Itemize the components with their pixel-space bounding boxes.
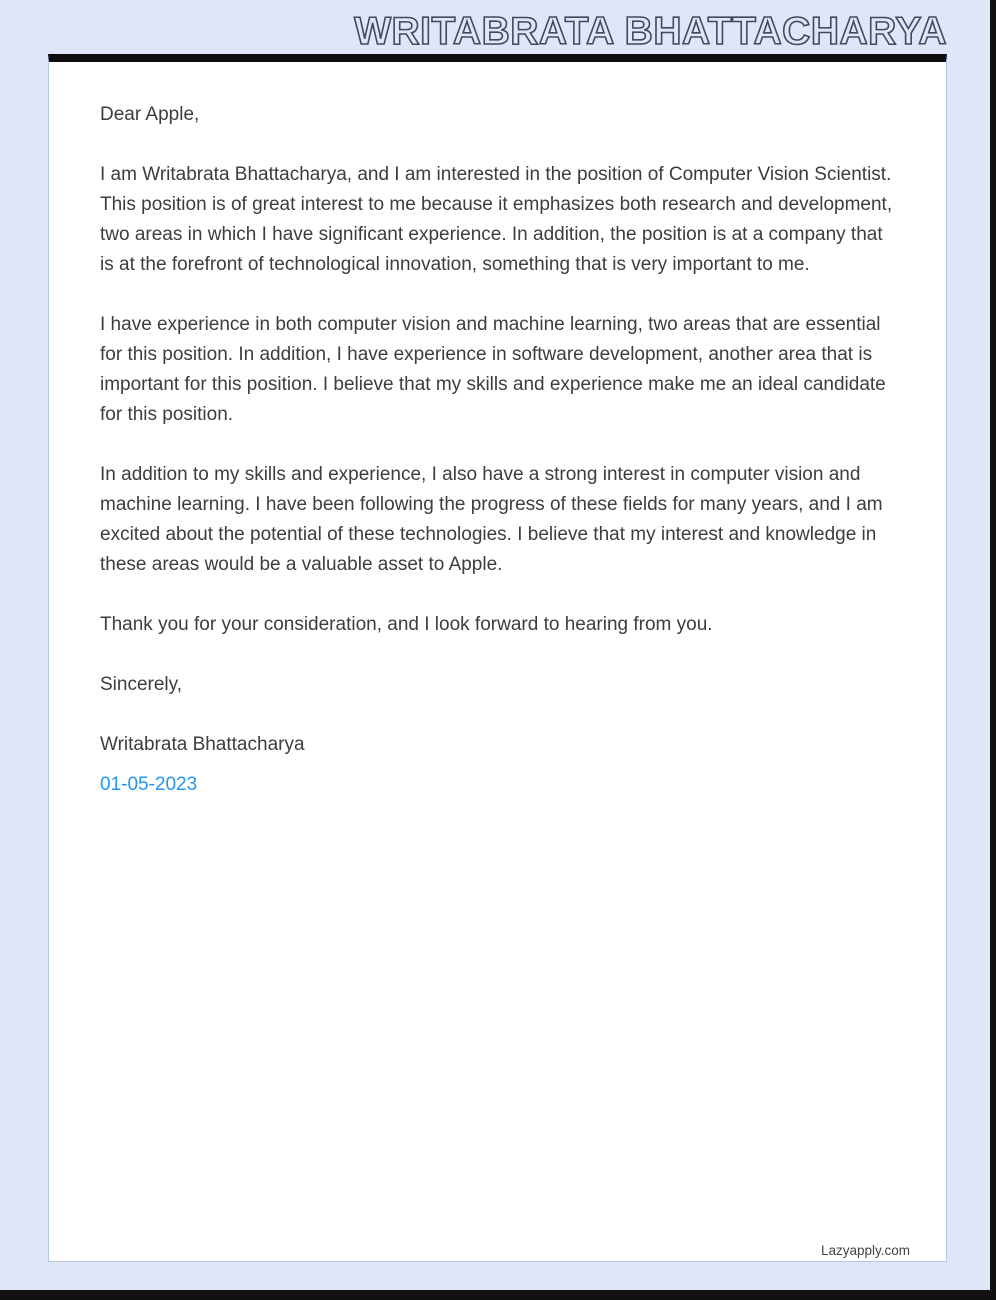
salutation: Dear Apple, xyxy=(100,104,200,125)
paragraph-interest: In addition to my skills and experience, I also have a strong interest in computer vision and machine learning. I have been following the progress of these fields for many years, and I am excited about the potential of these technologies. I believe that my interest and knowledge in these areas would be a valuable asset to Apple. xyxy=(100,464,883,575)
paragraph-intro: I am Writabrata Bhattacharya, and I am interested in the position of Computer Vision Scientist. This position is of great interest to me because it emphasizes both research and development, two areas in which I have significant experience. In addition, the position is at a company that is at the forefront of technological innovation, something that is very important to me. xyxy=(100,164,893,275)
header-candidate-name: WRITABRATA BHATTACHARYA xyxy=(354,10,947,53)
letter-date: 01-05-2023 xyxy=(100,774,198,795)
letter-body xyxy=(100,100,900,800)
paragraph-thanks: Thank you for your consideration, and I look forward to hearing from you. xyxy=(100,614,713,635)
letter-page xyxy=(48,54,947,1262)
footer-brand: Lazyapply.com xyxy=(820,1243,910,1258)
bottom-edge-bar xyxy=(0,1290,996,1300)
right-edge-bar xyxy=(990,0,996,1300)
closing: Sincerely, xyxy=(100,674,183,695)
signature-name: Writabrata Bhattacharya xyxy=(100,734,305,755)
paragraph-experience: I have experience in both computer vision and machine learning, two areas that are essential for this position. In addition, I have experience in software development, another area that is important for this position. I believe that my skills and experience make me an ideal candidate for this position. xyxy=(100,314,886,425)
